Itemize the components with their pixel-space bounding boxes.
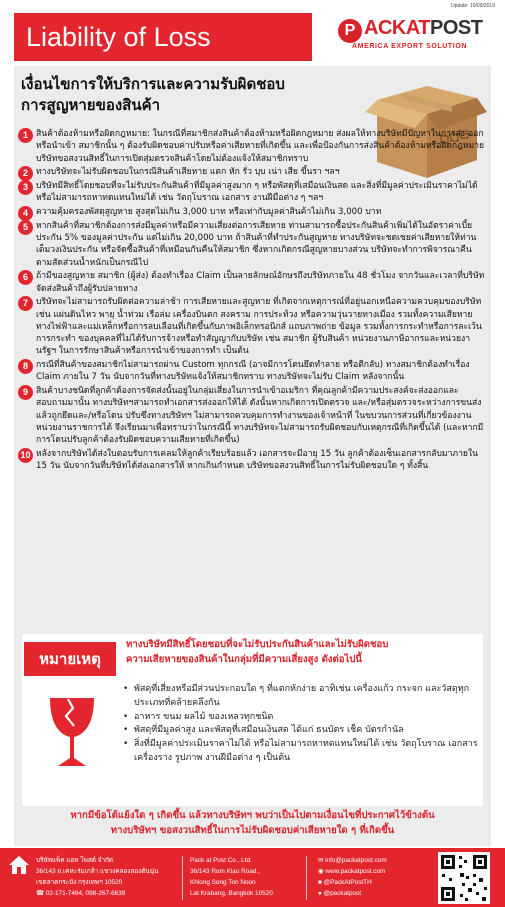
remarks-warning [126, 638, 482, 667]
remarks-box [22, 634, 483, 806]
condition-number: 9 [18, 385, 33, 400]
logo-tagline: AMERICA EXPORT SOLUTION [352, 43, 468, 50]
condition-text: สินค้าบางชนิดที่ลูกค้าต้องการจัดส่งนั้นอยู่ในกลุ่มเสี่ยงในการนำเข้าอเมริกา ที่คุณลูกค้ามีความประสงค์จะส่งออกและสอบถามมานั้น ทางบริษัทฯสามารถทำเอกสารส่งออกให้ได้ ดังนั้นหากเกิดการเปิดตรวจ และ/หรือสุ่มตรวจระหว่างการขนส่ง แล้วถูกยึดและ/หรือโดน ปรับซึ่งทางบริษัทฯ ไม่สามารถควบคุมการทำงานของเจ้าหน้าที่ ในขบวนการส่วนที่เกี่ยวข้องงานหน่วยงานราชการได้ จึงเรียนมาเพื่อทราบว่าในกรณีนี้ ทางบริษัทจะไม่สามารถรับผิดชอบกับเหตุกรณีที่เกิดขึ้นได้ (และหากมีการโดนปรับลูกค้าต้องรับผิดชอบความเสียหายที่เกิดขึ้น) [36, 386, 484, 446]
condition-text: บริษัทมีสิทธิ์โดยชอบที่จะไม่รับประกันสินค้าที่มีมูลค่าสูงมาก ๆ หรือพัสดุที่เสมือนเงินสด และสิ่งที่มีมูลค่าประเมินราคาไม่ได้ หรือไม่สามารถหาทดแทนใหม่ได้ เช่น วัตถุโบราณ เอกสาร งานฝีมือต่าง ๆ ฯลฯ [36, 180, 478, 204]
condition-number: 5 [18, 220, 33, 235]
english-address-line: Lat Krabang, Bangkok 10520 [190, 890, 273, 897]
risk-item-list [122, 683, 478, 766]
phone-number [36, 888, 176, 899]
facebook-link[interactable] [318, 877, 428, 888]
logo-wordmark [364, 17, 482, 40]
dispute-notice [20, 809, 485, 838]
website-text: www.packatpost.com [325, 868, 386, 875]
condition-item [18, 128, 486, 165]
phone-icon: ☎ [36, 890, 46, 897]
condition-item [18, 448, 486, 473]
condition-number: 3 [18, 180, 33, 195]
condition-text: สินค้าต้องห้ามหรือผิดกฎหมาย: ในกรณีที่สมาชิกส่งสินค้าต้องห้ามหรือผิดกฎหมาย ส่งผลให้ทางบริษัทมีปัญหาในการส่ง-ออกหรือนำเข้า สมาชิกนั้น ๆ ต้องรับผิดชอบค่าปรับหรือค่าเสียหายที่เกิดขึ้น และเพื่อป้องกันการส่งสินค้าต้องห้ามหรือผิดกฎหมาย บริษัทขอสงวนสิทธิ์ในการเปิดสุ่มตรวจสินค้าโดยไม่ต้องแจ้งให้สมาชิกทราบ [36, 129, 485, 164]
condition-item [18, 166, 486, 178]
remarks-label: หมายเหตุ [24, 642, 116, 676]
logo-name-red: ACKAT [364, 17, 431, 39]
footer-divider [306, 856, 307, 900]
fragile-glass-icon [46, 696, 98, 774]
condition-number: 4 [18, 206, 33, 221]
condition-text: ถ้ามีของสูญหาย สมาชิก (ผู้ส่ง) ต้องทำเรื่อง Claim เป็นลายลักษณ์อักษรถึงบริษัทภายใน 48 ชั่วโมง จากวันและเวลาที่บริษัทจัดส่งสินค้าถึงผู้รับปลายทาง [36, 271, 485, 294]
email-text: info@packatpost.com [325, 857, 387, 864]
thai-address [36, 855, 176, 899]
condition-number: 8 [18, 359, 33, 374]
condition-item [18, 385, 486, 446]
section-heading [21, 74, 331, 116]
footer-divider [182, 856, 183, 900]
condition-text: ความคุ้มครองพัสดุสูญหาย สูงสุดไม่เกิน 3,000 บาท หรือเท่ากับมูลค่าสินค้าไม่เกิน 3,000 บาท [36, 206, 382, 217]
condition-item [18, 206, 486, 218]
update-date: Update: 10/09/2019 [451, 3, 495, 9]
english-address [190, 855, 300, 899]
facebook-text: @PackAtPostTH [323, 879, 372, 886]
condition-item [18, 180, 486, 205]
condition-item [18, 359, 486, 384]
conditions-list [18, 128, 486, 474]
facebook-icon: ■ [318, 879, 324, 886]
warning-line-1: ทางบริษัทมีสิทธิ์โดยชอบที่จะไม่รับประกันสินค้าและไม่รับผิดชอบ [126, 639, 389, 650]
condition-number: 7 [18, 296, 33, 311]
packatpost-logo [338, 16, 498, 58]
condition-item [18, 220, 486, 269]
risk-item: • พัสดุที่มีมูลค่าสูง และพัสดุที่เสมือนเงินสด ได้แก่ ธนบัตร เช็ค บัตรกำนัล [122, 724, 478, 738]
conditions-panel [14, 66, 491, 846]
warning-line-2: ความเสียหายของสินค้าในกลุ่มที่มีความเสี่ยงสูง ดังต่อไปนี้ [126, 653, 362, 665]
line-link[interactable] [318, 888, 428, 899]
english-address-line: 36/143 Rom Klao Road., [190, 868, 260, 875]
condition-text: กรณีที่สินค้าของสมาชิกไม่สามารถผ่าน Custom ทุกกรณี (อาจมีการโดนยึดทำลาย หรือตีกลับ) ทางสมาชิกต้องทำเรื่อง Claim ภายใน 7 วัน นับจากวันที่ทางบริษัทแจ้งให้สมาชิกทราบ ทางบริษัทจะไม่รับ Claim หลังจากนั้น [36, 360, 470, 383]
contact-list [318, 855, 428, 899]
logo-mark: P [338, 19, 362, 43]
home-icon [7, 854, 31, 876]
risk-item: • พัสดุที่เสี่ยงหรือมีส่วนประกอบใด ๆ ที่แตกหักง่าย อาทิเช่น เครื่องแก้ว กระจก และวัสดุทุกประเภทที่คล้ายคลึงกัน [122, 683, 478, 711]
email-icon: ✉ [318, 857, 326, 864]
logo-name-dark: POST [430, 17, 483, 39]
footer-bar [0, 848, 505, 907]
line-icon: ● [318, 890, 324, 897]
phone-text: 02-171-7464, 098-267-6639 [45, 890, 126, 897]
qr-code-icon[interactable] [438, 852, 490, 904]
condition-number: 1 [18, 128, 33, 143]
risk-item: • อาหาร ขนม ผลไม้ ของเหลวทุกชนิด [122, 711, 478, 725]
line-text: @packatpost [323, 890, 362, 897]
condition-text: บริษัทจะไม่สามารถรับผิดต่อความล่าช้า การเสียหายและสูญหาย ที่เกิดจากเหตุการณ์ที่อยู่นอกเหนือความควบคุมของบริษัท เช่น แผ่นดินไหว พายุ น้ำท่วม เรือล่ม เครื่องบินตก สงคราม การประท้วง หรือความวุ่นวายทางเมือง รวมทั้งความเสียหายทางไฟฟ้าและแม่เหล็กหรือการลบเลือนที่เกิดขึ้นกับภาพอิเล็กทรอนิกส์ แถบภาพถ่าย ข้อมูล รวมทั้งการกระทำหรือการละเว้นการกระทำ ของบุคคลที่ไม่ได้รับการจ้างหรือทำสัญญากับบริษัท เช่น สมาชิก ผู้รับสินค้า หน่วยงานภาษีอากรและหน่วยงานรัฐฯ ในการรักษาสินค้าหรือการนำเข้าของการทำ เป็นต้น [36, 297, 482, 357]
thai-address-line: บริษัทแพ็ค แอท โพสต์ จำกัด [36, 857, 114, 864]
condition-number: 6 [18, 270, 33, 285]
condition-text: หลังจากบริษัทได้ส่งใบตอบรับการเคลมให้ลูกค้าเรียบร้อยแล้ว เอกสารจะมีอายุ 15 วัน ลูกค้าต้องเซ็นเอกสารกลับมาภายใน 15 วัน นับจากวันที่บริษัทได้ส่งเอกสารให้ หากเกินกำหนด บริษัทขอสงวนสิทธิ์ในการไม่รับผิดชอบใด ๆ ทั้งสิ้น [36, 448, 479, 472]
heading-line-1: เงื่อนไขการให้บริการและความรับผิดชอบ [21, 75, 285, 93]
condition-number: 2 [18, 166, 33, 181]
heading-line-2: การสูญหายของสินค้า [21, 96, 161, 114]
page-title: Liability of Loss [14, 13, 312, 61]
condition-item [18, 270, 486, 295]
email-link[interactable] [318, 855, 428, 866]
thai-address-line: เขตลาดกระบัง กรุงเทพฯ 10520 [36, 879, 123, 886]
condition-number: 10 [18, 448, 33, 463]
dispute-line-1: หากมีข้อโต้แย้งใด ๆ เกิดขึ้น แล้วทางบริษัทฯ พบว่าเป็นไปตามเงื่อนไขที่ประกาศไว้ข้างต้น [70, 810, 435, 821]
english-address-line: Pack at Post Co., Ltd. [190, 857, 252, 864]
risk-item: • สิ่งที่มีมูลค่าประเมินราคาไม่ได้ หรือไม่สามารถหาทดแทนใหม่ได้ เช่น วัตถุโบราณ เอกสาร เครื่องราง รูปภาพ งานฝีมือต่าง ๆ เป็นต้น [122, 738, 478, 766]
english-address-line: Khlong Song Ton Noon [190, 879, 256, 886]
globe-icon: ◉ [318, 868, 326, 875]
condition-text: หากสินค้าที่สมาชิกต้องการส่งมีมูลค่าหรือมีความเสี่ยงต่อการเสียหาย ท่านสามารถซื้อประกันสินค้าเพิ่มได้ในอัตราค่าเบี้ยประกัน 5% ของมูลค่าประกัน แต่ไม่เกิน 20,000 บาท ถ้าสินค้าที่ทำประกันสูญหาย ทางบริษัทจะชดเชยค่าเสียหายให้ท่านเต็มวงเงินประกัน หรือจัดซื้อสินค้าที่เหมือนกันคืนให้สมาชิก ซึ่งหากเกิดกรณีสูญหายบางส่วน บริษัทจะทำการพิจารณาคืนตามสัดส่วนน้ำหนักเป็นกรณีไป [36, 220, 477, 268]
dispute-line-2: ทางบริษัทฯ ขอสงวนสิทธิ์ในการไม่รับผิดชอบค่าเสียหายใด ๆ ที่เกิดขึ้น [110, 824, 395, 836]
website-link[interactable] [318, 866, 428, 877]
condition-text: ทางบริษัทจะไม่รับผิดชอบในกรณีสินค้าเสียหาย แตก หัก รั่ว บุบ เน่า เสีย ขึ้นรา ฯลฯ [36, 167, 340, 178]
condition-item [18, 296, 486, 357]
thai-address-line: 36/143 ถ.เคหะร่มเกล้า แขวงคลองสองต้นนุ่น [36, 868, 159, 875]
